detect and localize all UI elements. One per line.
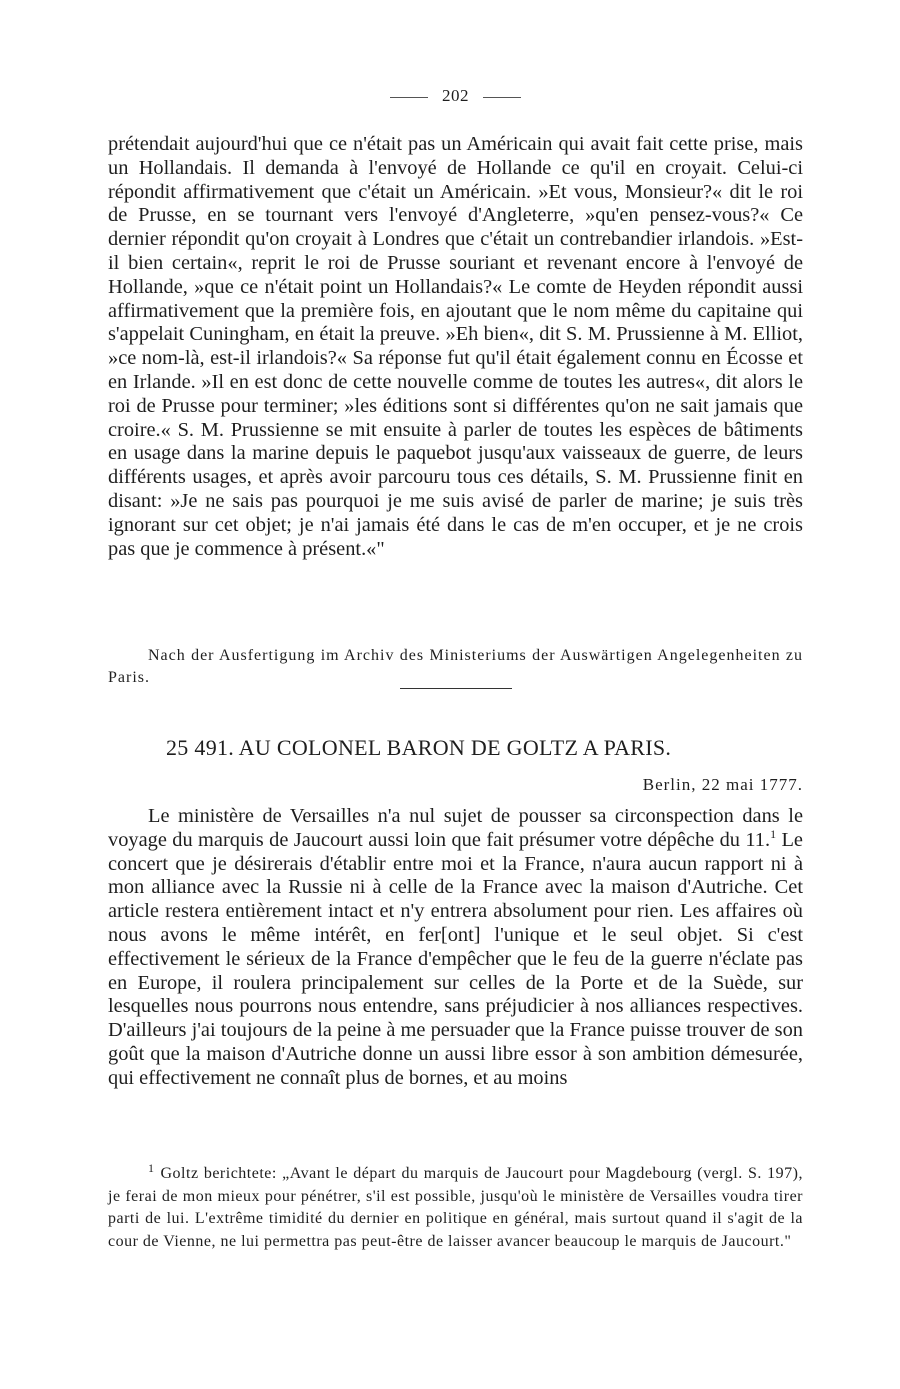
letter-title: 25 491. AU COLONEL BARON DE GOLTZ A PARIS. xyxy=(166,735,672,760)
continued-paragraph-text: prétendait aujourd'hui que ce n'était pas un Américain qui avait fait cette prise, mais un Hollandais. Il demanda à l'envoyé de Hollande ce qu'il en croyait. Celui-ci répondit affirmativement que c'était un Américain. »Et vous, Monsieur?« dit le roi de Prusse, en se tournant vers l'envoyé d'Angleterre, »qu'en pensez-vous?« Ce dernier répondit qu'on croyait à Londres que c'était un contrebandier irlandois. »Est-il bien certain«, reprit le roi de Prusse souriant et revenant encore à l'envoyé de Hollande, »que ce n'était point un Hollandais?« Le comte de Heyden répondit aussi affirmativement que la première fois, en ajoutant que le nom même du capitaine qui s'appelait Cuningham, en était la preuve. »Eh bien«, dit S. M. Prussienne à M. Elliot, »ce nom-là, est-il irlandois?« Sa réponse fut qu'il était également connu en Écosse et en Irlande. »Il en est donc de cette nouvelle comme de toutes les autres«, dit alors le roi de Prusse pour terminer; »les éditions sont si différentes qu'on ne sait jamais que croire.« S. M. Prussienne se mit ensuite à parler de toutes les espèces de bâtiments en usage dans la marine depuis le paquebot jusqu'aux vaisseaux de guerre, de leurs différents usages, et après avoir parcouru tous ces détails, S. M. Prussienne finit en disant: »Je ne sais pas pourquoi je me suis avisé de parler de marine; je suis très ignorant sur cet objet; je n'ai jamais été dans le cas de m'en occuper, et je ne crois pas que je commence à présent.«" xyxy=(108,133,803,560)
letter-dateline: Berlin, 22 mai 1777. xyxy=(642,775,803,794)
header-rule-right xyxy=(483,97,521,98)
page-header xyxy=(108,86,803,106)
header-rule-left xyxy=(390,97,428,98)
source-note: Nach der Ausfertigung im Archiv des Ministeriums der Auswärtigen Angelegenheiten zu Paris. xyxy=(108,647,803,686)
footnote xyxy=(108,1160,803,1253)
footnote-mark: 1 xyxy=(148,1160,155,1175)
section-separator xyxy=(400,688,512,689)
footnote-text: Goltz berichtete: „Avant le départ du marquis de Jaucourt pour Magdebourg (vergl. S. 197), je ferai de mon mieux pour pénétrer, s'il est possible, jusqu'où le ministère de Versailles voudra tirer parti de lui. L'extrême timidité du dernier en politique en général, mais surtout quand il s'agit de la cour de Vienne, ne lui permettra pas peut-être de laisser avancer beaucoup le marquis de Jaucourt." xyxy=(108,1165,803,1250)
letter-body-part2: Le concert que je désirerais d'établir entre moi et la France, n'aura aucun rapport ni à mon alliance avec la Russie ni à celle de la France avec la maison d'Autriche. Cet article restera entièrement intact et n'y entrera absolument pour rien. Les affaires où nous avons le même intérêt, en fer[ont] l'unique et le seul objet. Si c'est effectivement le sérieux de la France d'empêcher que le feu de la guerre n'éclate pas en Europe, il roulera principalement sur celles de la Porte et de la Suède, sur lesquelles nous pourrons nous entendre, sans préjudicier à nos alliances respectives. D'ailleurs j'ai toujours de la peine à me persuader que la France puisse trouver de son goût que la maison d'Autriche donne un aussi libre essor à son ambition démesurée, qui effectivement ne connaît plus de bornes, et au moins xyxy=(108,828,803,1089)
page-number: 202 xyxy=(442,86,469,105)
continued-paragraph xyxy=(108,133,803,561)
letter-body-part1: Le ministère de Versailles n'a nul sujet de pousser sa circonspection dans le voyage du marquis de Jaucourt aussi loin que fait présumer votre dépêche du 11. xyxy=(108,805,803,851)
letter-body-text xyxy=(108,805,803,1091)
footnote-reference[interactable]: 1 xyxy=(770,827,777,841)
letter-body xyxy=(108,805,803,1091)
